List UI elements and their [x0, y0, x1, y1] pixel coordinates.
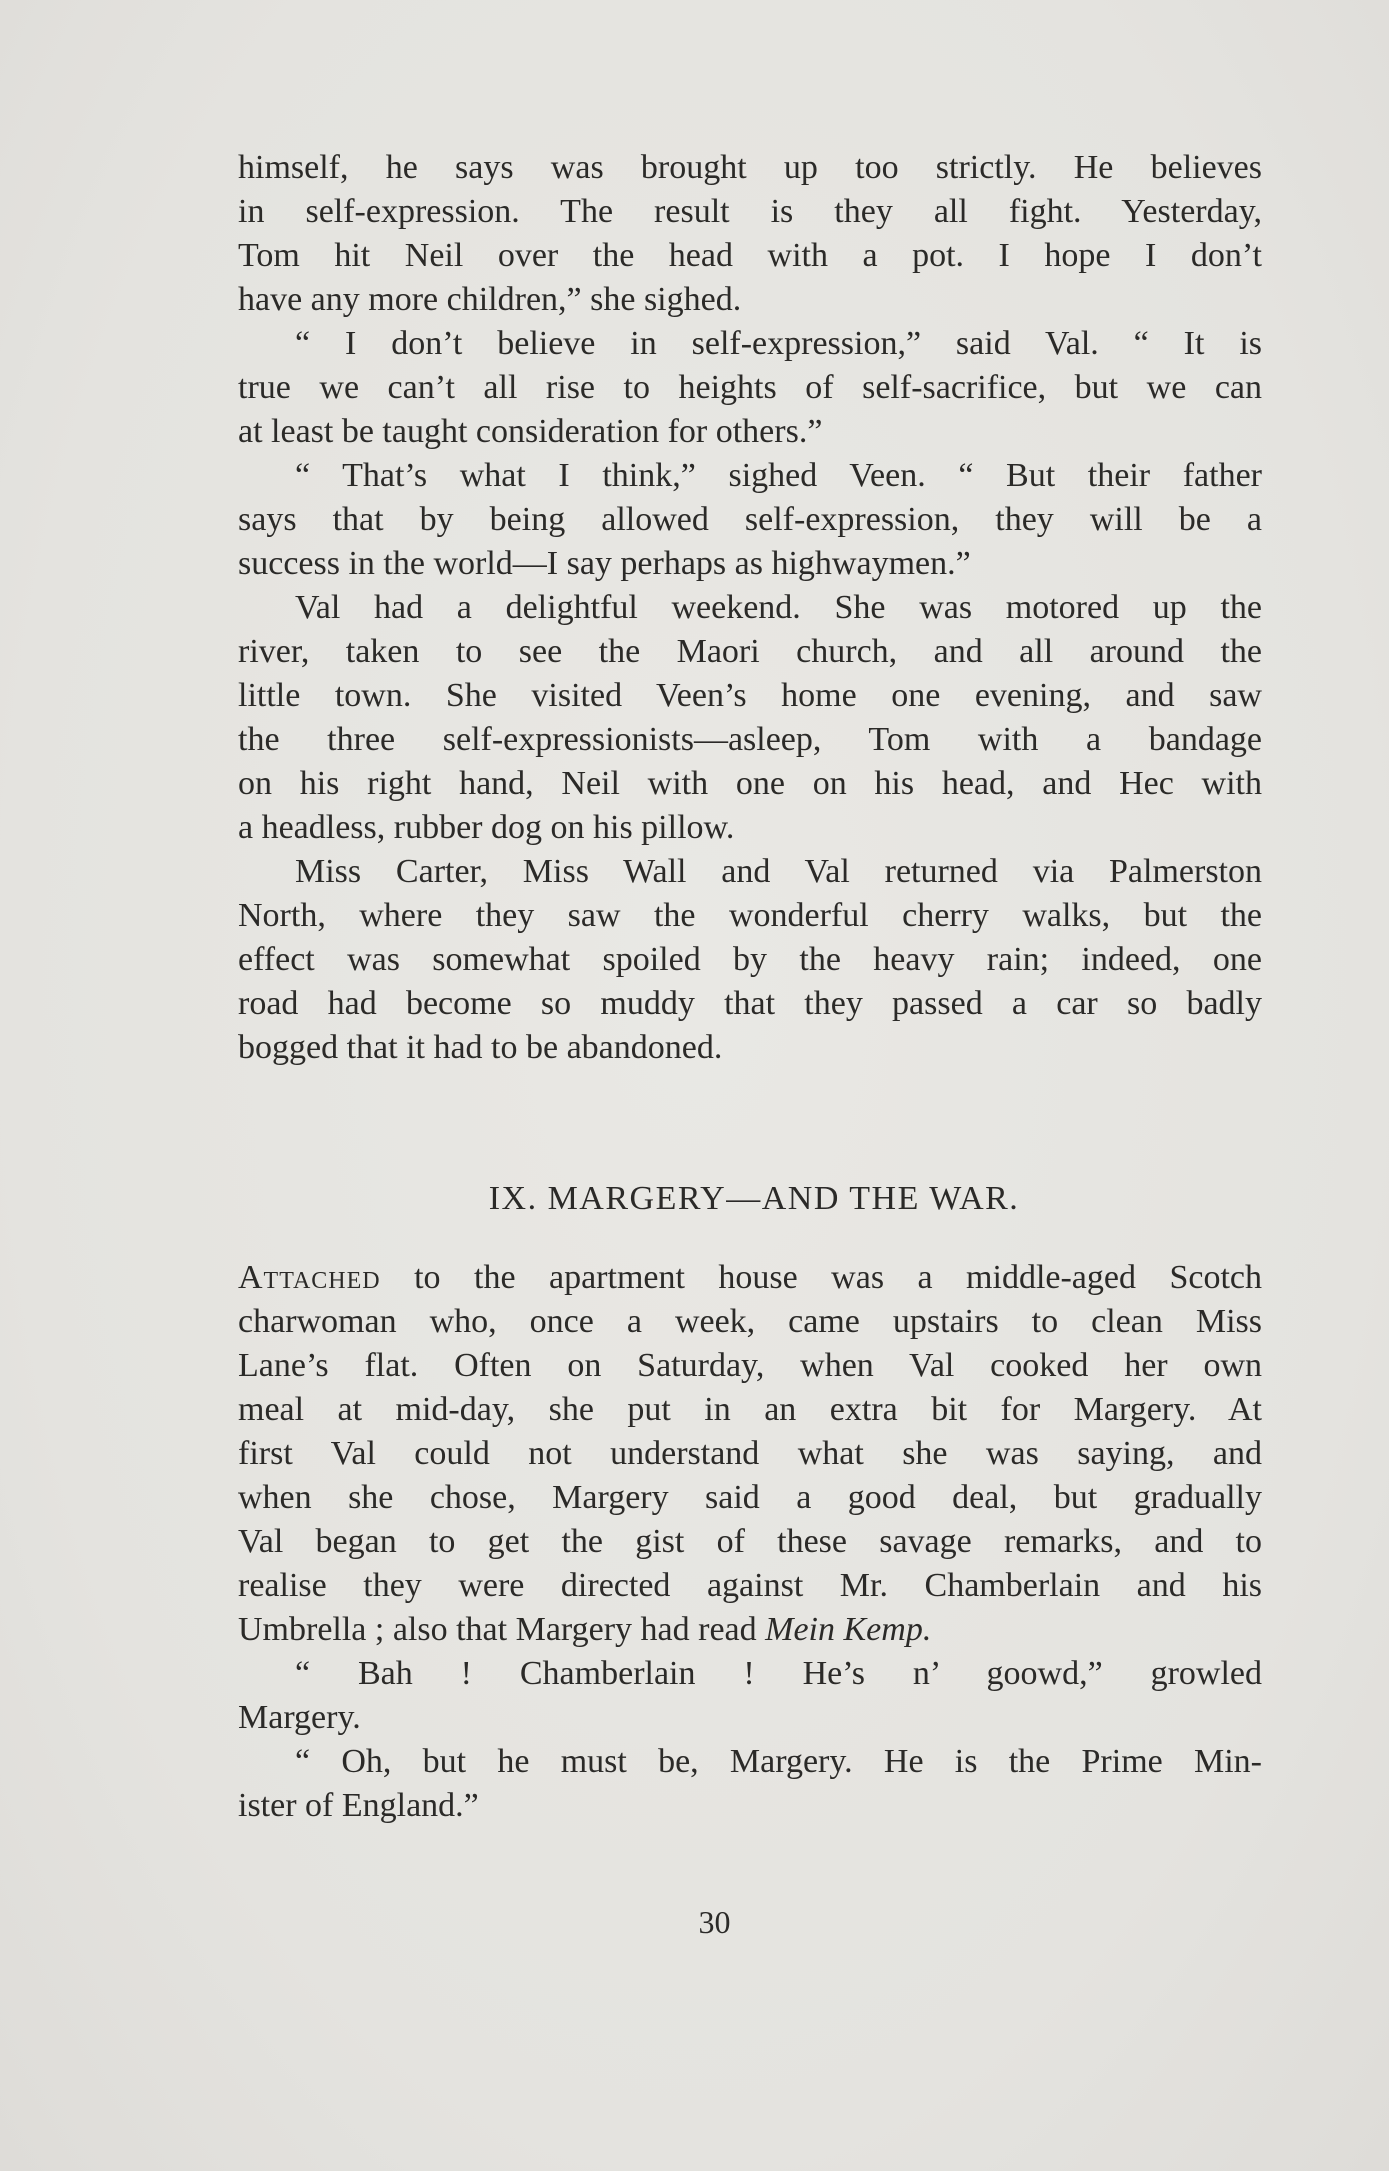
text-line: ister of England.” [238, 1787, 479, 1824]
text-line: Val began to get the gist of these savage remarks, and to [238, 1523, 1262, 1560]
text-line: “ I don’t believe in self-expression,” said Val. “ It is [295, 325, 1262, 362]
text-fragment: Umbrella ; also that Margery had read [238, 1611, 766, 1648]
text-line: himself, he says was brought up too strictly. He believes [238, 149, 1262, 186]
text-fragment: to the apartment house was a middle-aged Scotch [380, 1259, 1262, 1296]
text-line: first Val could not understand what she was saying, and [238, 1435, 1262, 1472]
text-line: have any more children,” she sighed. [238, 281, 742, 318]
page-number: 30 [698, 1904, 731, 1940]
text-line: at least be taught consideration for others.” [238, 413, 823, 450]
text-line: Tom hit Neil over the head with a pot. I hope I don’t [238, 237, 1262, 274]
text-line: Val had a delightful weekend. She was motored up the [295, 589, 1262, 626]
text-line: Margery. [238, 1699, 361, 1736]
text-line: “ That’s what I think,” sighed Veen. “ But their father [295, 457, 1262, 494]
text-line: meal at mid-day, she put in an extra bit for Margery. At [238, 1391, 1262, 1428]
text-line: says that by being allowed self-expression, they will be a [238, 501, 1262, 538]
text-line: North, where they saw the wonderful cherry walks, but the [238, 897, 1262, 934]
text-block-bottom [238, 1256, 1262, 1828]
text-line: “ Bah ! Chamberlain ! He’s n’ goowd,” growled [295, 1655, 1262, 1692]
text-line: Lane’s flat. Often on Saturday, when Val cooked her own [238, 1347, 1262, 1384]
text-line: “ Oh, but he must be, Margery. He is the Prime Min- [295, 1743, 1262, 1780]
text-line: realise they were directed against Mr. Chamberlain and his [238, 1567, 1262, 1604]
text-line: a headless, rubber dog on his pillow. [238, 809, 735, 846]
chapter-heading: IX. MARGERY—AND THE WAR. [488, 1180, 1020, 1217]
text-line: little town. She visited Veen’s home one evening, and saw [238, 677, 1262, 714]
text-line: the three self-expressionists—asleep, Tom with a bandage [238, 721, 1262, 758]
book-title: Mein Kemp. [765, 1611, 932, 1648]
text-line: Miss Carter, Miss Wall and Val returned via Palmerston [295, 853, 1262, 890]
text-line: true we can’t all rise to heights of self-sacrifice, but we can [238, 369, 1262, 406]
text-line [238, 1608, 1262, 1652]
text-line [238, 1256, 1262, 1300]
text-line: charwoman who, once a week, came upstairs to clean Miss [238, 1303, 1262, 1340]
chapter-opening-word: Attached [238, 1259, 381, 1296]
text-line: on his right hand, Neil with one on his head, and Hec with [238, 765, 1262, 802]
text-line: river, taken to see the Maori church, and all around the [238, 633, 1262, 670]
text-block-top [238, 146, 1262, 1070]
text-line: in self-expression. The result is they all fight. Yesterday, [238, 193, 1262, 230]
text-line: effect was somewhat spoiled by the heavy rain; indeed, one [238, 941, 1262, 978]
text-line: road had become so muddy that they passed a car so badly [238, 985, 1262, 1022]
text-line: when she chose, Margery said a good deal, but gradually [238, 1479, 1262, 1516]
text-line: bogged that it had to be abandoned. [238, 1029, 723, 1066]
text-line: success in the world—I say perhaps as highwaymen.” [238, 545, 971, 582]
